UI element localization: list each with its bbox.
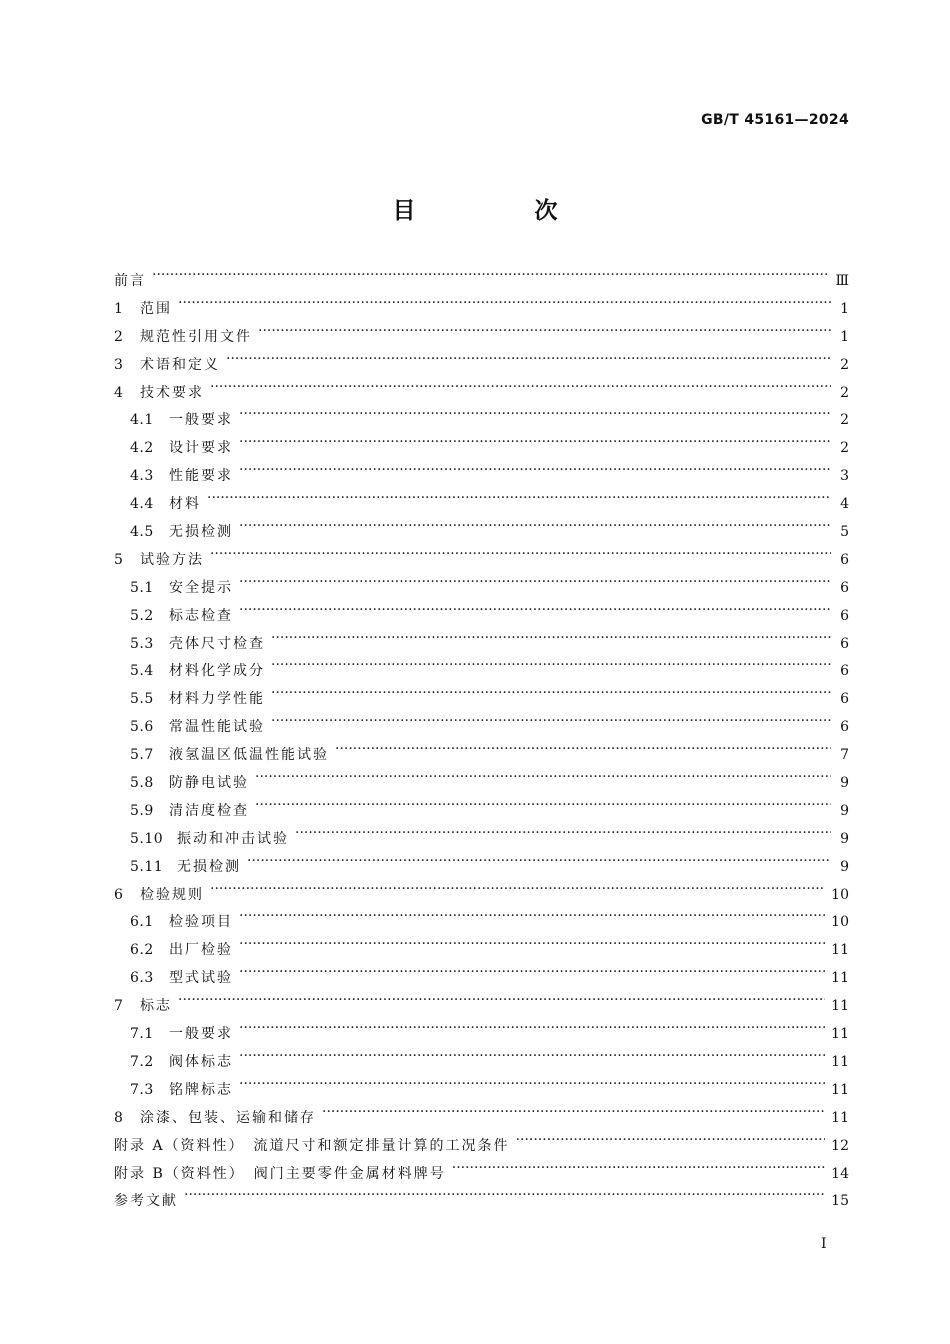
toc-leader-dots	[239, 522, 831, 536]
toc-leader-dots	[178, 996, 825, 1010]
toc-leader-dots	[210, 885, 825, 899]
toc-entry[interactable]	[114, 493, 849, 521]
toc-entry-number: 5.3	[130, 635, 154, 652]
toc-entry[interactable]	[114, 660, 849, 688]
toc-entry[interactable]	[114, 911, 849, 939]
page-number: Ⅰ	[821, 1236, 827, 1252]
toc-leader-dots	[255, 773, 831, 787]
toc-entry-page: 11	[831, 998, 849, 1015]
toc-leader-dots	[322, 1108, 825, 1122]
toc-entry-number: 6	[114, 886, 124, 903]
toc-entry-number: 7.1	[130, 1026, 154, 1043]
toc-entry[interactable]	[114, 605, 849, 633]
toc-entry-page: 11	[831, 1053, 849, 1070]
toc-entry[interactable]	[114, 521, 849, 549]
toc-entry-number: 1	[114, 300, 124, 317]
toc-entry[interactable]	[114, 1023, 849, 1051]
toc-entry-page: 7	[840, 747, 849, 764]
toc-leader-dots	[295, 829, 831, 843]
toc-entry-label: 出厂检验	[169, 942, 233, 959]
toc-entry-page: 1	[840, 300, 849, 317]
toc-leader-dots	[239, 578, 831, 592]
toc-entry-label: 清洁度检查	[169, 802, 249, 819]
toc-entry-label: 前言	[114, 273, 146, 289]
toc-leader-dots	[239, 1024, 825, 1038]
toc-entry-page: 6	[840, 719, 849, 736]
toc-entry[interactable]	[114, 995, 849, 1023]
toc-entry-page: 10	[831, 886, 849, 903]
table-of-contents	[114, 270, 849, 1218]
toc-entry-page: 9	[840, 802, 849, 819]
toc-entry-page: 11	[831, 1081, 849, 1098]
toc-entry[interactable]	[114, 884, 849, 912]
toc-entry[interactable]	[114, 1051, 849, 1079]
toc-entry-number: 5.8	[130, 775, 154, 792]
toc-entry[interactable]	[114, 828, 849, 856]
toc-entry-number: 4	[114, 384, 124, 401]
toc-entry-label: 附录 B（资料性） 阀门主要零件金属材料牌号	[114, 1165, 446, 1182]
toc-entry-number: 8	[114, 1109, 124, 1126]
toc-entry-page: 4	[840, 496, 849, 513]
toc-leader-dots	[271, 689, 831, 703]
toc-entry-page: 6	[840, 691, 849, 708]
toc-leader-dots	[226, 355, 831, 369]
toc-entry-label: 标志	[140, 998, 172, 1015]
toc-entry-page: 5	[840, 524, 849, 541]
toc-entry-number: 4.4	[130, 496, 154, 513]
toc-entry-number: 4.2	[130, 440, 154, 457]
toc-entry-page: 9	[840, 858, 849, 875]
toc-leader-dots	[239, 466, 831, 480]
toc-leader-dots	[452, 1164, 825, 1178]
toc-entry-label: 常温性能试验	[169, 719, 265, 736]
toc-entry-page: 2	[840, 412, 849, 429]
toc-leader-dots	[255, 801, 831, 815]
toc-leader-dots	[239, 968, 825, 982]
toc-entry-label: 设计要求	[169, 440, 233, 457]
toc-entry-number: 7	[114, 998, 124, 1015]
toc-leader-dots	[258, 327, 831, 341]
toc-leader-dots	[247, 857, 831, 871]
toc-entry-number: 6.3	[130, 970, 154, 987]
toc-entry[interactable]	[114, 409, 849, 437]
toc-entry-page: 6	[840, 551, 849, 568]
toc-entry[interactable]	[114, 800, 849, 828]
toc-entry-page: 2	[840, 356, 849, 373]
toc-entry-page: 2	[840, 384, 849, 401]
toc-entry[interactable]	[114, 939, 849, 967]
toc-entry[interactable]	[114, 772, 849, 800]
toc-entry-label: 检验规则	[140, 886, 204, 903]
toc-leader-dots	[239, 606, 831, 620]
toc-entry-label: 一般要求	[169, 1026, 233, 1043]
toc-leader-dots	[239, 438, 831, 452]
toc-entry-label: 规范性引用文件	[140, 328, 252, 345]
toc-leader-dots	[271, 634, 831, 648]
toc-entry-label: 材料化学成分	[169, 663, 265, 680]
toc-entry-label: 性能要求	[169, 468, 233, 485]
toc-entry-number: 5.5	[130, 691, 154, 708]
toc-leader-dots	[239, 940, 825, 954]
toc-entry-page: 11	[831, 942, 849, 959]
toc-entry-page: 6	[840, 635, 849, 652]
toc-entry-number: 7.3	[130, 1081, 154, 1098]
toc-leader-dots	[207, 494, 831, 508]
toc-entry-page: 14	[831, 1165, 849, 1182]
toc-entry-number: 5.6	[130, 719, 154, 736]
toc-entry-number: 4.1	[130, 412, 154, 429]
toc-entry-page: 9	[840, 775, 849, 792]
toc-entry-label: 材料	[169, 496, 201, 513]
toc-entry-label: 型式试验	[169, 970, 233, 987]
toc-leader-dots	[184, 1191, 825, 1205]
toc-entry-label: 无损检测	[169, 524, 233, 541]
toc-entry-page: 2	[840, 440, 849, 457]
toc-entry-number: 5.1	[130, 579, 154, 596]
toc-entry[interactable]	[114, 688, 849, 716]
toc-entry-number: 5.4	[130, 663, 154, 680]
toc-entry-page: 6	[840, 663, 849, 680]
toc-leader-dots	[152, 271, 829, 285]
toc-entry-number: 3	[114, 356, 124, 373]
toc-entry-number: 5.7	[130, 747, 154, 764]
page-title: 目 次	[392, 198, 606, 224]
toc-leader-dots	[239, 1080, 825, 1094]
toc-leader-dots	[239, 410, 831, 424]
toc-leader-dots	[210, 550, 831, 564]
toc-leader-dots	[335, 745, 831, 759]
toc-entry[interactable]	[114, 1135, 849, 1163]
toc-leader-dots	[239, 912, 825, 926]
toc-entry-number: 2	[114, 328, 124, 345]
toc-entry-label: 防静电试验	[169, 775, 249, 792]
toc-entry-label: 安全提示	[169, 579, 233, 596]
toc-entry[interactable]	[114, 744, 849, 772]
toc-entry[interactable]	[114, 716, 849, 744]
toc-entry-label: 参考文献	[114, 1193, 178, 1210]
toc-entry-label: 壳体尺寸检查	[169, 635, 265, 652]
toc-entry-label: 试验方法	[140, 551, 204, 568]
toc-entry[interactable]	[114, 1107, 849, 1135]
standard-code: GB/T 45161—2024	[701, 112, 849, 128]
toc-entry-page: 11	[831, 970, 849, 987]
toc-entry-page: 6	[840, 607, 849, 624]
toc-entry[interactable]	[114, 326, 849, 354]
toc-entry-number: 5.11	[130, 858, 164, 875]
toc-entry[interactable]	[114, 270, 849, 298]
toc-entry-number: 4.5	[130, 524, 154, 541]
toc-entry-page: 10	[831, 914, 849, 931]
toc-leader-dots	[178, 299, 831, 313]
toc-entry[interactable]	[114, 382, 849, 410]
toc-entry-label: 无损检测	[177, 858, 241, 875]
toc-entry[interactable]	[114, 1163, 849, 1191]
toc-entry-number: 5.9	[130, 802, 154, 819]
toc-entry-label: 振动和冲击试验	[177, 830, 289, 847]
toc-entry-page: 1	[840, 328, 849, 345]
toc-leader-dots	[210, 383, 831, 397]
toc-entry-page: 3	[840, 468, 849, 485]
toc-entry[interactable]	[114, 577, 849, 605]
toc-entry-page: 15	[831, 1193, 849, 1210]
toc-entry[interactable]	[114, 1079, 849, 1107]
toc-entry-label: 材料力学性能	[169, 691, 265, 708]
toc-leader-dots	[516, 1136, 826, 1150]
toc-entry-number: 5.10	[130, 830, 164, 847]
toc-entry[interactable]	[114, 298, 849, 326]
toc-entry[interactable]	[114, 856, 849, 884]
toc-entry-number: 5.2	[130, 607, 154, 624]
toc-entry-label: 一般要求	[169, 412, 233, 429]
toc-leader-dots	[271, 717, 831, 731]
toc-entry-label: 涂漆、包装、运输和储存	[140, 1109, 316, 1126]
toc-entry-label: 铭牌标志	[169, 1081, 233, 1098]
toc-entry-label: 标志检查	[169, 607, 233, 624]
toc-entry-page: 12	[831, 1137, 849, 1154]
toc-entry-number: 6.2	[130, 942, 154, 959]
toc-entry[interactable]	[114, 465, 849, 493]
toc-entry[interactable]	[114, 633, 849, 661]
toc-entry-label: 阀体标志	[169, 1053, 233, 1070]
toc-entry-page: Ⅲ	[835, 273, 849, 289]
toc-entry-label: 检验项目	[169, 914, 233, 931]
toc-entry[interactable]	[114, 354, 849, 382]
toc-leader-dots	[271, 661, 831, 675]
toc-entry-page: 9	[840, 830, 849, 847]
toc-entry-page: 11	[831, 1026, 849, 1043]
toc-leader-dots	[239, 1052, 825, 1066]
toc-entry-label: 液氢温区低温性能试验	[169, 747, 329, 764]
toc-entry-label: 附录 A（资料性） 流道尺寸和额定排量计算的工况条件	[114, 1137, 510, 1154]
toc-entry[interactable]	[114, 1190, 849, 1218]
toc-entry-page: 11	[831, 1109, 849, 1126]
toc-entry-label: 技术要求	[140, 384, 204, 401]
toc-entry-number: 5	[114, 551, 124, 568]
toc-entry[interactable]	[114, 437, 849, 465]
toc-entry[interactable]	[114, 967, 849, 995]
toc-entry-number: 6.1	[130, 914, 154, 931]
toc-entry-number: 7.2	[130, 1053, 154, 1070]
toc-entry-page: 6	[840, 579, 849, 596]
toc-entry-label: 术语和定义	[140, 356, 220, 373]
toc-entry-label: 范围	[140, 300, 172, 317]
toc-entry[interactable]	[114, 549, 849, 577]
toc-entry-number: 4.3	[130, 468, 154, 485]
